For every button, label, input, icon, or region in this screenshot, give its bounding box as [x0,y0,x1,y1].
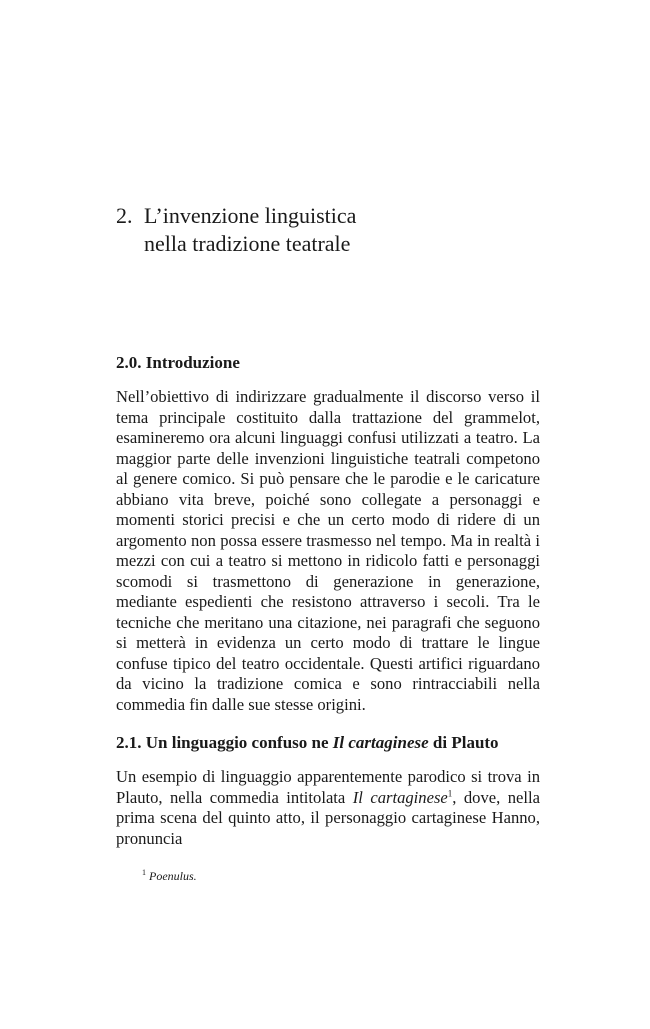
footnote-reference[interactable]: 1 [447,787,453,798]
footnote [142,868,197,884]
work-title: Il cartaginese [352,787,448,807]
section-heading-plauto [116,732,546,754]
paragraph-text: Un esempio di linguaggio apparentemente parodico si trova in Plauto, nella commedia intitolata [116,767,540,807]
chapter-title-line2: nella tradizione teatrale [144,231,351,256]
paragraph-text-end: , dove, nella prima scena del quinto atto, il personaggio cartaginese Hanno, pronuncia [116,787,540,848]
section-heading-introduzione: 2.0. Introduzione [116,353,240,372]
heading-work-title: Il cartaginese [332,733,429,752]
chapter-number: 2. [116,203,133,228]
paragraph-introduzione: Nell’obiettivo di indirizzare gradualmente il discorso verso il tema principale costituito dalla trattazione del grammelot, esamineremo ora alcuni linguaggi confusi utilizzati a teatro. La maggior parte delle invenzioni linguistiche teatrali competono al genere comico. Si può pensare che le parodie e le caricature abbiano vita breve, poiché sono collegate a personaggi e momenti storici precisi e che un certo modo di ridere di un argomento non possa essere trasmesso nel tempo. Ma in realtà i mezzi con cui a teatro si mettono in ridicolo fatti e personaggi scomodi si trasmettono di generazione in generazione, mediante espedienti che resistono attraverso i secoli. Tra le tecniche che meritano una citazione, nei paragrafi che seguono si metterà in evidenza un certo modo di trattare le lingue confuse tipico del teatro occidentale. Questi artifici riguardano da vicino la tradizione comica e sono rintracciabili nella commedia fin dalle sue stesse origini. [116,387,540,714]
paragraph-plauto [116,767,540,849]
chapter-title [116,202,576,258]
heading-text-end: di Plauto [428,733,499,752]
footnote-marker: 1 [142,868,146,877]
chapter-title-line1: L’invenzione linguistica [144,203,357,228]
heading-text: 2.1. Un linguaggio confuso ne [116,733,333,752]
footnote-text: Poenulus. [149,869,197,883]
